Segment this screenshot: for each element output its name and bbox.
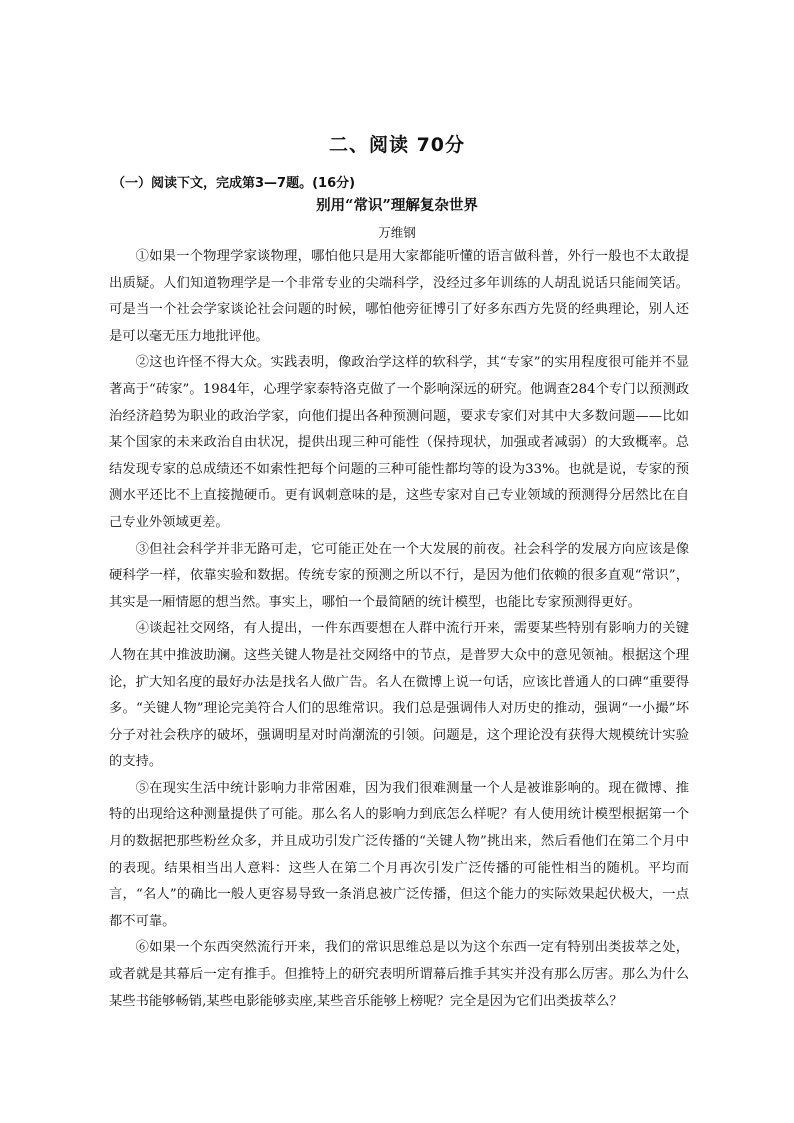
paragraph-3: ③但社会科学并非无路可走，它可能正处在一个大发展的前夜。社会科学的发展方向应该是像硬科学一样，依靠实验和数据。传统专家的预测之所以不行，是因为他们依赖的很多直观“常识”，其实是一厢情愿的想当然。事实上，哪怕一个最简陋的统计模型，也能比专家预测得更好。: [109, 541, 689, 610]
section-title: 二、阅读 70分: [328, 134, 466, 156]
paragraph-2: ②这也许怪不得大众。实践表明，像政治学这样的软科学，其“专家”的实用程度很可能并不显著高于“砖家”。1984年，心理学家泰特洛克做了一个影响深远的研究。他调查284个专门以预测政治经济趋势为职业的政治学家，向他们提出各种预测问题，要求专家们对其中大多数问题——比如某个国家的未来政治自由状况，提供出现三种可能性（保持现状，加强或者减弱）的大致概率。总结发现专家的总成绩还不如索性把每个问题的三种可能性都均等的设为33%。也就是说，专家的预测水平还比不上直接抛硬币。更有讽刺意味的是，这些专家对自己专业领域的预测得分居然比在自己专业外领域更差。: [109, 355, 689, 530]
question-instruction: （一）阅读下文，完成第3—7题。(16分): [112, 176, 356, 191]
paragraph-1: ①如果一个物理学家谈物理，哪怕他只是用大家都能听懂的语言做科普，外行一般也不太敢提出质疑。人们知道物理学是一个非常专业的尖端科学，没经过多年训练的人胡乱说话只能闹笑话。可是当一个社会学家谈论社会问题的时候，哪怕他旁征博引了好多东西方先贤的经典理论，别人还是可以毫无压力地批评他。: [109, 249, 689, 344]
paragraph-4: ④谈起社交网络，有人提出，一件东西要想在人群中流行开来，需要某些特别有影响力的关键人物在其中推波助澜。这些关键人物是社交网络中的节点，是普罗大众中的意见领袖。根据这个理论，扩大知名度的最好办法是找名人做广告。名人在微博上说一句话，应该比普通人的口碑“重要得多。“关键人物”理论完美符合人们的思维常识。我们总是强调伟人对历史的推动，强调“一小撮”坏分子对社会秩序的破坏，强调明星对时尚潮流的引领。问题是，这个理论没有获得大规模统计实验的支持。: [109, 621, 689, 770]
article-author: 万维钢: [378, 225, 416, 240]
paragraph-6: ⑥如果一个东西突然流行开来，我们的常识思维总是以为这个东西一定有特别出类拔萃之处，或者就是其幕后一定有推手。但推特上的研究表明所谓幕后推手其实并没有那么厉害。那么为什么某些书能够畅销,某些电影能够卖座,某些音乐能够上榜呢？完全是因为它们出类拔萃么？: [109, 940, 689, 1009]
article-title: 别用“常识”理解复杂世界: [316, 197, 478, 214]
article-body: [109, 244, 689, 1015]
paragraph-5: ⑤在现实生活中统计影响力非常困难，因为我们很难测量一个人是被谁影响的。现在微博、推特的出现给这种测量提供了可能。那么名人的影响力到底怎么样呢？有人使用统计模型根据第一个月的数据把那些粉丝众多，并且成功引发广泛传播的“关键人物”挑出来，然后看他们在第二个月中的表现。结果相当出人意料：这些人在第二个月再次引发广泛传播的可能性相当的随机。平均而言，“名人”的确比一般人更容易导致一条消息被广泛传播，但这个能力的实际效果起伏极大，一点都不可靠。: [109, 780, 689, 929]
